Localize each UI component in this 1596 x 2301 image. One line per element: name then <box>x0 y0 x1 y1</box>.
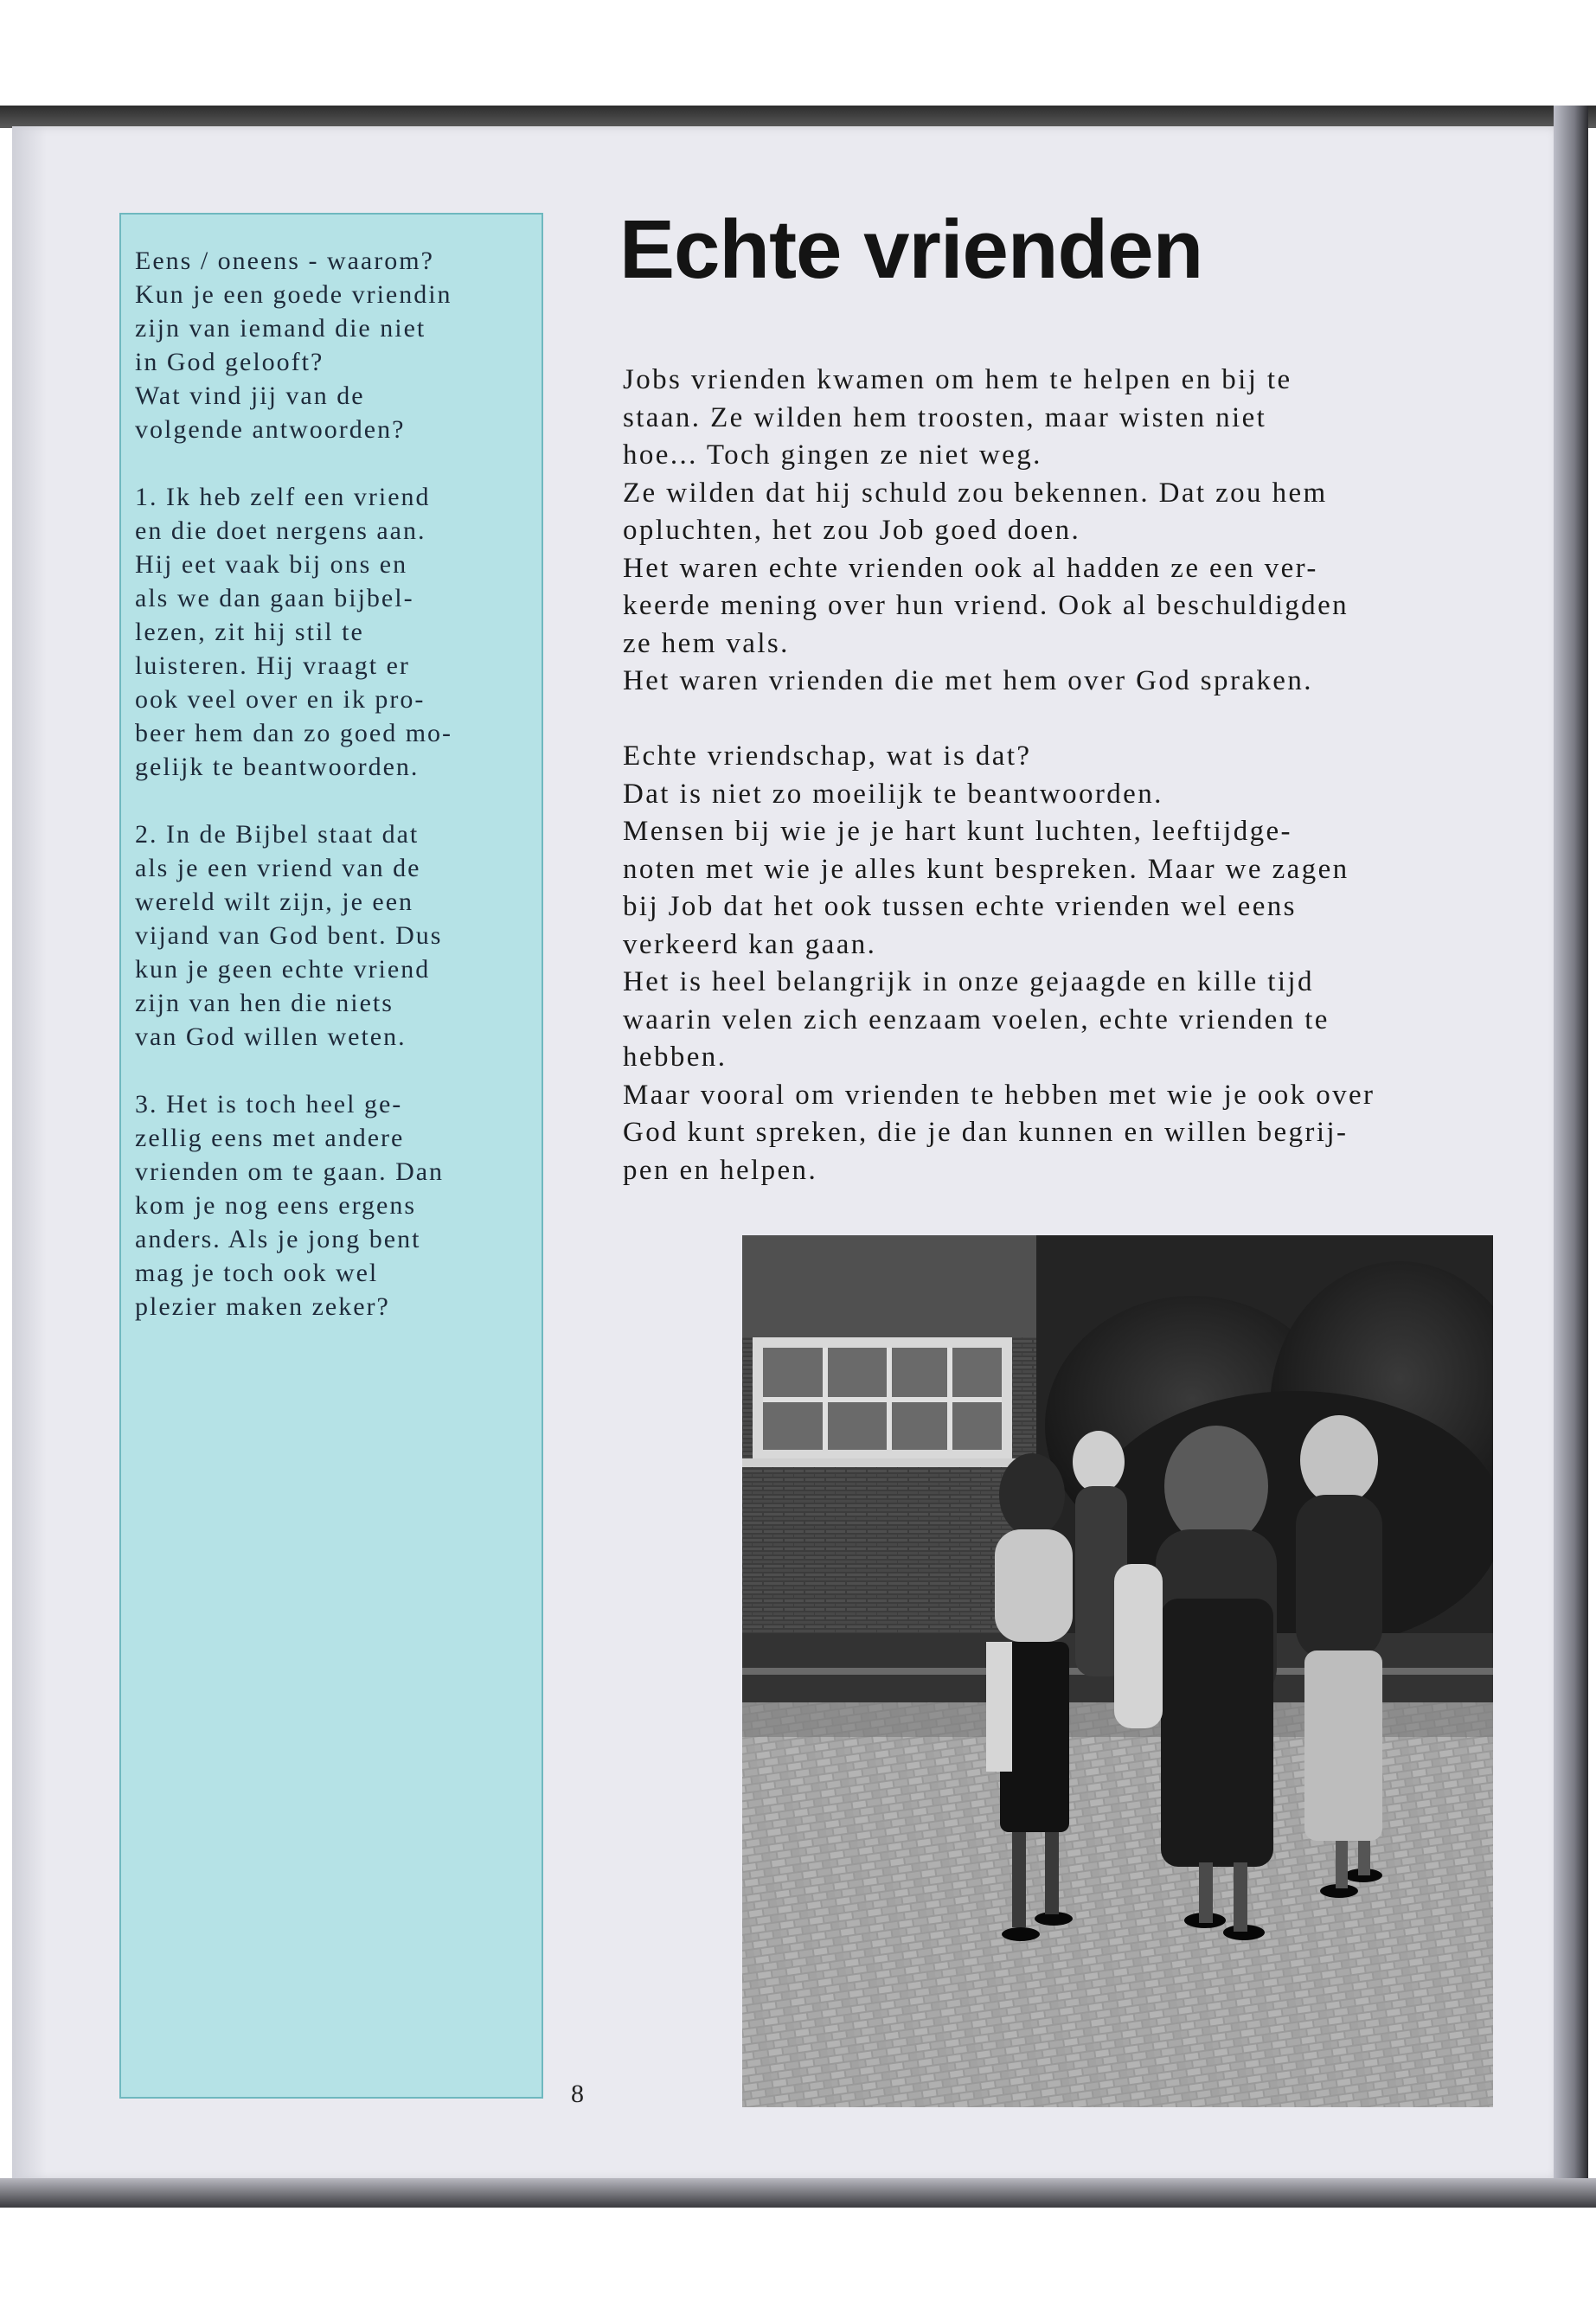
sidebar-intro: Kun je een goede vriendin zijn van iemand die niet in God gelooft? Wat vind jij van de volgende antwoorden? <box>135 280 452 444</box>
friends-photo <box>742 1235 1493 2107</box>
body-paragraph-1: Jobs vrienden kwamen om hem te helpen en bij te staan. Ze wilden hem troosten, maar wisten niet hoe... Toch gingen ze niet weg. Ze wilden dat hij schuld zou bekennen. Dat zou hem opluchten, het zou Job goed doen. Het waren echte vrienden ook al hadden ze een ver- keerde mening over hun vriend. Ook al beschuldigden ze hem vals. Het waren vrienden die met hem over God spraken. <box>623 364 1349 696</box>
page-shadow <box>12 126 47 2180</box>
sidebar-answer-2: 2. In de Bijbel staat dat als je een vriend van de wereld wilt zijn, je een vijand van God bent. Dus kun je geen echte vriend zijn van hen die niets van God willen weten. <box>135 820 443 1051</box>
sidebar-answer-3: 3. Het is toch heel ge- zellig eens met andere vrienden om te gaan. Dan kom je nog eens ergens anders. Als je jong bent mag je toch ook wel plezier maken zeker? <box>135 1090 445 1321</box>
book-right-edge <box>1554 106 1588 2199</box>
article-body <box>623 362 1540 1189</box>
book-bottom-edge <box>0 2178 1596 2208</box>
page-number: 8 <box>571 2080 584 2108</box>
discussion-sidebar <box>119 213 543 2099</box>
sidebar-answer-1: 1. Ik heb zelf een vriend en die doet nergens aan. Hij eet vaak bij ons en als we dan gaan bijbel- lezen, zit hij stil te luisteren. Hij vraagt er ook veel over en ik pro- beer hem dan zo goed mo- gelijk te beantwoorden. <box>135 483 453 781</box>
book-top-edge <box>0 106 1596 128</box>
body-paragraph-2: Echte vriendschap, wat is dat? Dat is niet zo moeilijk te beantwoorden. Mensen bij wie je je hart kunt luchten, leeftijdge- noten met wie je alles kunt bespreken. Maar we zagen bij Job dat het ook tussen echte vrienden wel eens verkeerd kan gaan. Het is heel belangrijk in onze gejaagde en kille tijd waarin velen zich eenzaam voelen, echte vrienden te hebben. Maar vooral om vrienden te hebben met wie je ook over God kunt spreken, die je dan kunnen en willen begrij- pen en helpen. <box>623 740 1375 1186</box>
sidebar-heading: Eens / oneens - waarom? <box>135 247 434 275</box>
page-title: Echte vrienden <box>619 203 1203 296</box>
